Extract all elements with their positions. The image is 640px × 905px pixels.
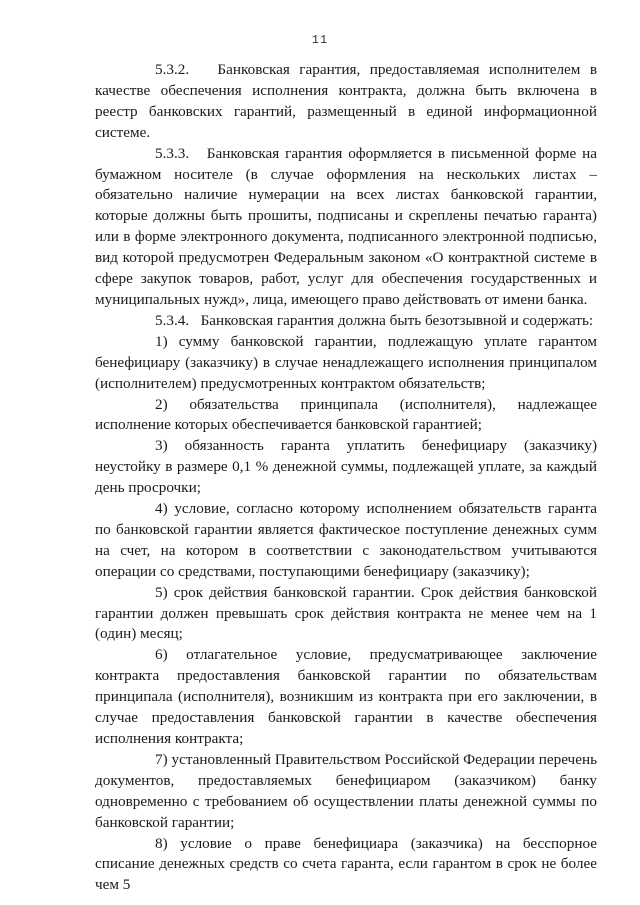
list-item-4: 4) условие, согласно которому исполнением обязательств гаранта по банковской гарантии является фактическое поступление денежных сумм на счет, на котором в соответствии с законодательством учитываются операции со средствами, поступающими бенефициару (заказчику); — [95, 500, 597, 580]
list-item-1: 1) сумму банковской гарантии, подлежащую уплате гарантом бенефициару (заказчику) в случае ненадлежащего исполнения принципалом (исполнителем) предусмотренных контрактом обязательств; — [95, 332, 597, 392]
document-body — [95, 60, 597, 896]
list-item-5: 5) срок действия банковской гарантии. Срок действия банковской гарантии должен превышать срок действия контракта не менее чем на 1 (один) месяц; — [95, 583, 597, 643]
clause-5-3-4: 5.3.4. Банковская гарантия должна быть безотзывной и содержать: — [155, 311, 594, 329]
list-item-8: 8) условие о праве бенефициара (заказчика) на бесспорное списание денежных средств со счета гаранта, если гарантом в срок не более чем 5 — [95, 834, 597, 894]
clause-5-3-2: 5.3.2. Банковская гарантия, предоставляемая исполнителем в качестве обеспечения исполнения контракта, должна быть включена в реестр банковских гарантий, размещенный в единой информационной системе. — [95, 61, 597, 141]
list-item-2: 2) обязательства принципала (исполнителя), надлежащее исполнение которых обеспечивается банковской гарантией; — [95, 395, 597, 434]
list-item-6: 6) отлагательное условие, предусматривающее заключение контракта предоставления банковской гарантии по обязательствам принципала (исполнителя), возникшим из контракта при его заключении, в случае предоставления банковской гарантии в качестве обеспечения исполнения контракта; — [95, 646, 597, 747]
list-item-7: 7) установленный Правительством Российской Федерации перечень документов, предоставляемых бенефициаром (заказчиком) банку одновременно с требованием об осуществлении платы денежной суммы по банковской гарантии; — [95, 750, 597, 831]
clause-5-3-3: 5.3.3. Банковская гарантия оформляется в письменной форме на бумажном носителе (в случае оформления на нескольких листах – обязательно наличие нумерации на всех листах банковской гарантии, которые должны быть прошиты, подписаны и скреплены печатью гаранта) или в форме электронного документа, подписанного электронной подписью, вид которой предусмотрен Федеральным законом «О контрактной системе в сфере закупок товаров, работ, услуг для обеспечения государственных и муниципальных нужд», лица, имеющего право действовать от имени банка. — [95, 144, 597, 308]
page-number: 11 — [311, 33, 329, 47]
list-item-3: 3) обязанность гаранта уплатить бенефициару (заказчику) неустойку в размере 0,1 % денежной суммы, подлежащей уплате, за каждый день просрочки; — [95, 437, 597, 497]
